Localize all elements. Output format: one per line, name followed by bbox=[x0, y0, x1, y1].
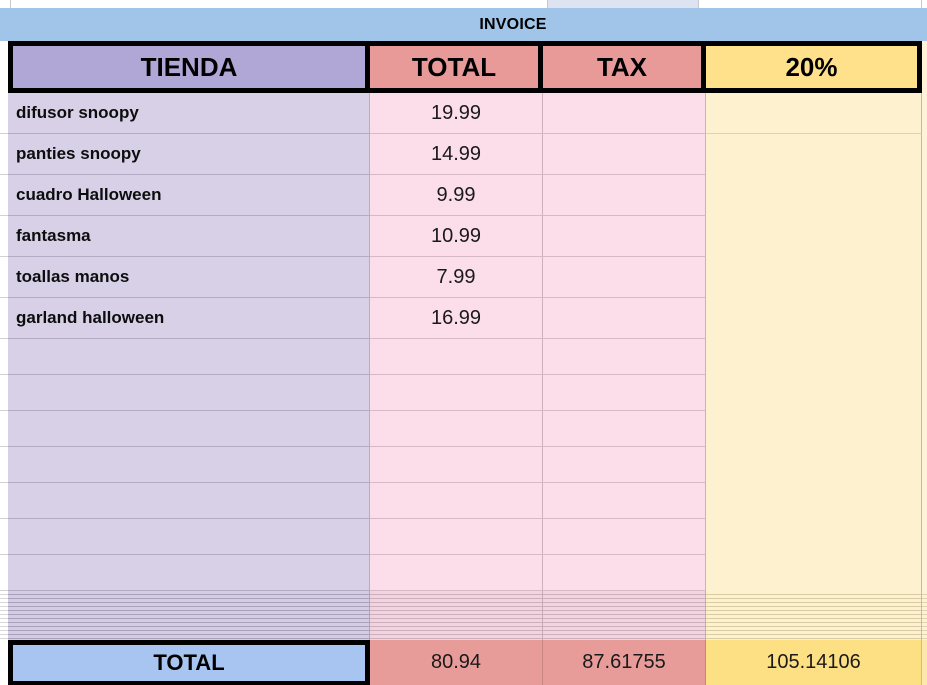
cell-tax[interactable] bbox=[543, 411, 706, 447]
cell-tienda[interactable]: fantasma bbox=[8, 216, 370, 257]
table-row bbox=[0, 339, 927, 375]
invoice-title-band[interactable] bbox=[0, 8, 927, 41]
cell-total[interactable] bbox=[370, 555, 543, 591]
row-margin bbox=[0, 411, 8, 447]
collapsed-cells-20pct bbox=[706, 591, 922, 640]
cell-20pct[interactable] bbox=[706, 257, 922, 298]
cell-tax[interactable] bbox=[543, 134, 706, 175]
gridline bbox=[10, 0, 11, 8]
cell-total[interactable] bbox=[370, 519, 543, 555]
right-sliver bbox=[922, 519, 927, 555]
cell-tienda[interactable]: difusor snoopy bbox=[8, 93, 370, 134]
column-header-20pct[interactable]: 20% bbox=[706, 41, 922, 93]
cell-tienda[interactable] bbox=[8, 375, 370, 411]
cell-20pct[interactable] bbox=[706, 93, 922, 134]
cell-total[interactable] bbox=[370, 339, 543, 375]
cell-20pct[interactable] bbox=[706, 216, 922, 257]
cell-tienda[interactable]: cuadro Halloween bbox=[8, 175, 370, 216]
table-row bbox=[0, 483, 927, 519]
table-row bbox=[0, 375, 927, 411]
row-margin bbox=[0, 555, 8, 591]
row-margin bbox=[0, 339, 8, 375]
cell-tienda[interactable] bbox=[8, 483, 370, 519]
table-row bbox=[0, 555, 927, 591]
cell-total[interactable] bbox=[370, 447, 543, 483]
cell-total[interactable]: 16.99 bbox=[370, 298, 543, 339]
footer-row bbox=[0, 640, 927, 685]
gridline bbox=[547, 0, 548, 8]
cell-tax[interactable] bbox=[543, 447, 706, 483]
cell-tax[interactable] bbox=[543, 339, 706, 375]
table-row bbox=[0, 411, 927, 447]
cell-tienda[interactable] bbox=[8, 447, 370, 483]
right-sliver bbox=[922, 93, 927, 134]
footer-20pct-value[interactable]: 105.14106 bbox=[706, 640, 922, 685]
row-margin bbox=[0, 298, 8, 339]
right-sliver bbox=[922, 375, 927, 411]
cell-tienda[interactable]: toallas manos bbox=[8, 257, 370, 298]
collapsed-cells-total bbox=[370, 591, 543, 640]
cell-tienda[interactable] bbox=[8, 339, 370, 375]
footer-tax-value[interactable]: 87.61755 bbox=[543, 640, 706, 685]
table-row bbox=[0, 93, 927, 134]
right-sliver bbox=[922, 640, 927, 685]
cell-20pct[interactable] bbox=[706, 483, 922, 519]
cell-tax[interactable] bbox=[543, 93, 706, 134]
cell-total[interactable]: 19.99 bbox=[370, 93, 543, 134]
right-sliver bbox=[922, 447, 927, 483]
cell-tax[interactable] bbox=[543, 257, 706, 298]
cell-20pct[interactable] bbox=[706, 555, 922, 591]
column-header-tienda[interactable]: TIENDA bbox=[8, 41, 370, 93]
cell-tax[interactable] bbox=[543, 298, 706, 339]
right-sliver bbox=[922, 555, 927, 591]
right-sliver bbox=[922, 483, 927, 519]
top-partial-row bbox=[0, 0, 927, 8]
cell-tienda[interactable] bbox=[8, 519, 370, 555]
collapsed-cells-tienda bbox=[8, 591, 370, 640]
tinted-cell bbox=[547, 0, 698, 8]
cell-tienda[interactable] bbox=[8, 411, 370, 447]
cell-total[interactable] bbox=[370, 483, 543, 519]
cell-20pct[interactable] bbox=[706, 339, 922, 375]
row-margin bbox=[0, 93, 8, 134]
row-margin bbox=[0, 257, 8, 298]
row-margin bbox=[0, 216, 8, 257]
cell-tax[interactable] bbox=[543, 519, 706, 555]
row-margin bbox=[0, 41, 8, 93]
table-row bbox=[0, 216, 927, 257]
cell-total[interactable]: 7.99 bbox=[370, 257, 543, 298]
table-row bbox=[0, 298, 927, 339]
collapsed-rows-band bbox=[0, 591, 927, 640]
right-sliver bbox=[922, 134, 927, 175]
right-sliver bbox=[922, 216, 927, 257]
cell-20pct[interactable] bbox=[706, 447, 922, 483]
cell-20pct[interactable] bbox=[706, 519, 922, 555]
footer-total-label[interactable]: TOTAL bbox=[8, 640, 370, 685]
invoice-title: INVOICE bbox=[479, 15, 547, 33]
cell-20pct[interactable] bbox=[706, 411, 922, 447]
cell-total[interactable] bbox=[370, 411, 543, 447]
gridline bbox=[698, 0, 699, 8]
header-row bbox=[0, 41, 927, 93]
column-header-tax[interactable]: TAX bbox=[543, 41, 706, 93]
cell-total[interactable] bbox=[370, 375, 543, 411]
cell-tax[interactable] bbox=[543, 216, 706, 257]
right-sliver bbox=[922, 339, 927, 375]
row-margin bbox=[0, 591, 8, 640]
cell-total[interactable]: 10.99 bbox=[370, 216, 543, 257]
cell-tax[interactable] bbox=[543, 375, 706, 411]
cell-tax[interactable] bbox=[543, 175, 706, 216]
row-margin bbox=[0, 134, 8, 175]
table-row bbox=[0, 175, 927, 216]
cell-total[interactable]: 9.99 bbox=[370, 175, 543, 216]
row-margin bbox=[0, 640, 8, 685]
right-sliver bbox=[922, 175, 927, 216]
cell-tax[interactable] bbox=[543, 483, 706, 519]
row-margin bbox=[0, 483, 8, 519]
right-sliver bbox=[922, 591, 927, 640]
right-sliver bbox=[922, 411, 927, 447]
table-row bbox=[0, 134, 927, 175]
table-row bbox=[0, 257, 927, 298]
cell-tienda[interactable] bbox=[8, 555, 370, 591]
cell-20pct[interactable] bbox=[706, 134, 922, 175]
right-sliver bbox=[922, 41, 927, 93]
cell-20pct[interactable] bbox=[706, 175, 922, 216]
cell-tienda[interactable]: garland halloween bbox=[8, 298, 370, 339]
cell-20pct[interactable] bbox=[706, 298, 922, 339]
row-margin bbox=[0, 447, 8, 483]
right-sliver bbox=[922, 257, 927, 298]
cell-tax[interactable] bbox=[543, 555, 706, 591]
right-sliver bbox=[922, 298, 927, 339]
cell-tienda[interactable]: panties snoopy bbox=[8, 134, 370, 175]
cell-20pct[interactable] bbox=[706, 375, 922, 411]
footer-total-value[interactable]: 80.94 bbox=[370, 640, 543, 685]
cell-total[interactable]: 14.99 bbox=[370, 134, 543, 175]
gridline bbox=[921, 0, 922, 8]
row-margin bbox=[0, 175, 8, 216]
row-margin bbox=[0, 375, 8, 411]
row-margin bbox=[0, 519, 8, 555]
table-row bbox=[0, 447, 927, 483]
column-header-total[interactable]: TOTAL bbox=[370, 41, 543, 93]
table-row bbox=[0, 519, 927, 555]
collapsed-cells-tax bbox=[543, 591, 706, 640]
